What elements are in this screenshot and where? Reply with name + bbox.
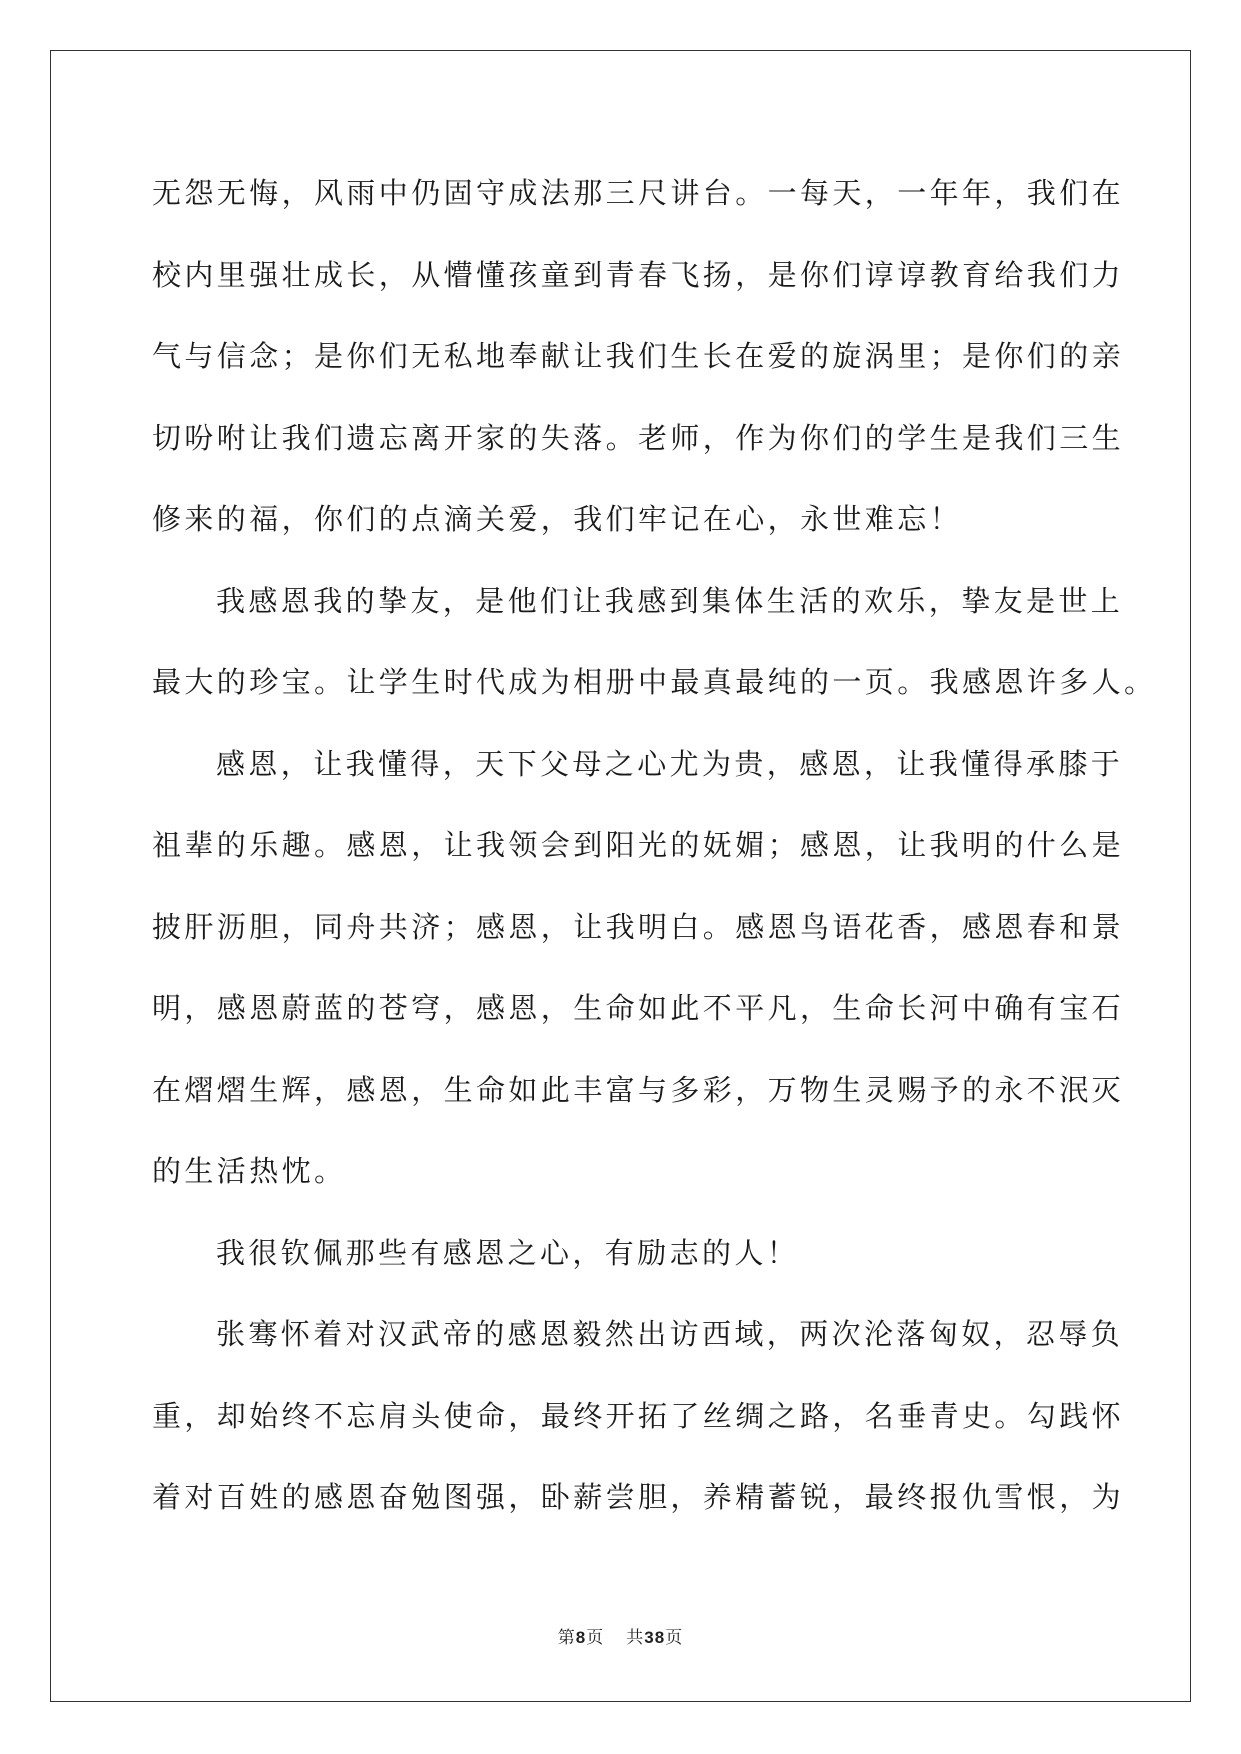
page-suffix: 页 <box>586 1628 605 1647</box>
text-line: 着对百姓的感恩奋勉图强，卧薪尝胆，养精蓄锐，最终报仇雪恨，为 <box>152 1480 1125 1514</box>
text-line: 校内里强壮成长，从懵懂孩童到青春飞扬，是你们谆谆教育给我们力 <box>152 257 1125 292</box>
text-line: 气与信念；是你们无私地奉献让我们生长在爱的旋涡里；是你们的亲 <box>152 339 1125 373</box>
text-line: 我感恩我的挚友，是他们让我感到集体生活的欢乐，挚友是世上 <box>216 583 1124 618</box>
page-footer <box>0 1623 1241 1648</box>
total-suffix: 页 <box>665 1628 684 1647</box>
total-prefix: 共 <box>626 1628 645 1647</box>
text-line: 重，却始终不忘肩头使命，最终开拓了丝绸之路，名垂青史。勾践怀 <box>152 1398 1125 1433</box>
page-number: 8 <box>575 1628 587 1647</box>
text-line: 我很钦佩那些有感恩之心，有励志的人！ <box>216 1235 800 1270</box>
document-body <box>152 157 1157 1543</box>
text-line: 无怨无悔，风雨中仍固守成法那三尺讲台。一每天，一年年，我们在 <box>152 176 1125 210</box>
text-line: 切吩咐让我们遗忘离开家的失落。老师，作为你们的学生是我们三生 <box>152 420 1125 455</box>
text-line: 修来的福，你们的点滴关爱，我们牢记在心，永世难忘！ <box>152 502 963 536</box>
text-line: 的生活热忱。 <box>152 1154 347 1188</box>
text-line: 祖辈的乐趣。感恩，让我领会到阳光的妩媚；感恩，让我明的什么是 <box>152 828 1125 862</box>
text-line: 感恩，让我懂得，天下父母之心尤为贵，感恩，让我懂得承膝于 <box>216 746 1124 781</box>
total-pages: 38 <box>644 1628 666 1647</box>
text-line: 明，感恩蔚蓝的苍穹，感恩，生命如此不平凡，生命长河中确有宝石 <box>152 991 1125 1025</box>
text-line: 在熠熠生辉，感恩，生命如此丰富与多彩，万物生灵赐予的永不泯灭 <box>152 1072 1125 1107</box>
text-line: 披肝沥胆，同舟共济；感恩，让我明白。感恩鸟语花香，感恩春和景 <box>152 909 1125 944</box>
text-line: 最大的珍宝。让学生时代成为相册中最真最纯的一页。我感恩许多人。 <box>152 665 1157 699</box>
text-line: 张骞怀着对汉武帝的感恩毅然出访西域，两次沦落匈奴，忍辱负 <box>216 1317 1124 1351</box>
page-prefix: 第 <box>557 1628 576 1647</box>
